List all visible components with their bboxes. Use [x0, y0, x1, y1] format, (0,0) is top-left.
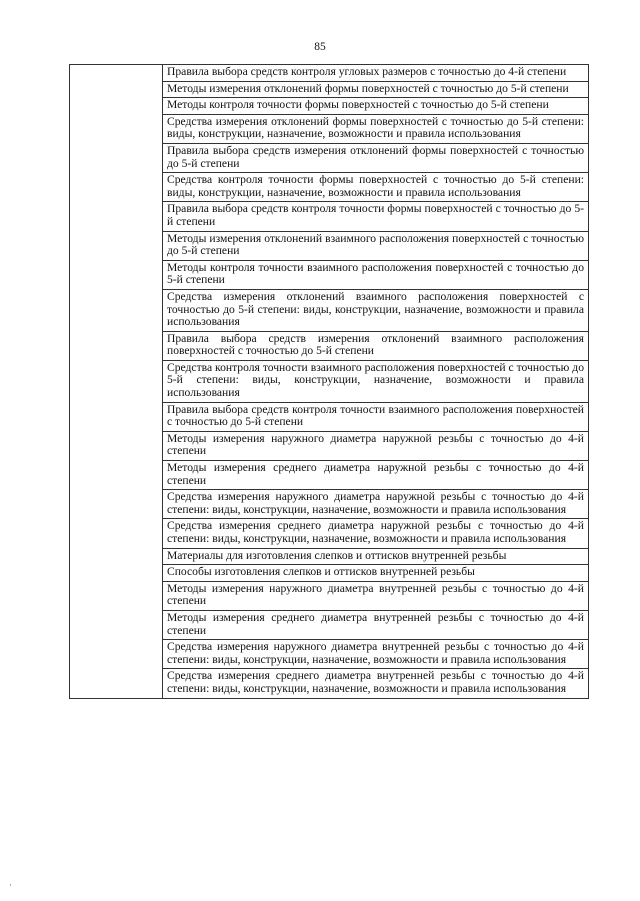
- row-text: Правила выбора средств контроля точности взаимного расположения поверхностей с точностью до 5-й степени: [167, 402, 584, 429]
- row-text-cell: [163, 519, 589, 548]
- row-text: Правила выбора средств измерения отклонений формы поверхностей с точностью до 5-й степени: [167, 143, 584, 170]
- row-text: Средства измерения отклонений взаимного расположения поверхностей с точностью до 5-й степени: виды, конструкции, назначение, возможности и правила использования: [167, 289, 584, 329]
- row-text: Методы измерения отклонений формы поверхностей с точностью до 5-й степени: [167, 81, 569, 95]
- row-text: Средства измерения наружного диаметра наружной резьбы с точностью до 4-й степени: виды, конструкции, назначение, возможности и правила использования: [167, 490, 584, 516]
- row-text: Правила выбора средств контроля угловых размеров с точностью до 4-й степени: [167, 65, 567, 78]
- row-text-cell: [163, 143, 589, 172]
- row-text-cell: [163, 360, 589, 402]
- table-body: [70, 65, 589, 699]
- row-text-cell: [163, 260, 589, 289]
- row-text-cell: [163, 669, 589, 698]
- row-text: Методы измерения наружного диаметра наружной резьбы с точностью до 4-й степени: [167, 431, 584, 458]
- row-text-cell: [163, 490, 589, 519]
- scan-mark: ·: [9, 880, 12, 890]
- row-text-cell: [163, 331, 589, 360]
- row-text: Правила выбора средств измерения отклонений взаимного расположения поверхностей с точностью до 5-й степени: [167, 331, 584, 358]
- row-text-cell: [163, 565, 589, 582]
- row-text: Методы измерения наружного диаметра внутренней резьбы с точностью до 4-й степени: [167, 581, 584, 608]
- row-text-cell: [163, 461, 589, 490]
- row-text-cell: [163, 640, 589, 669]
- row-text: Методы контроля точности взаимного расположения поверхностей с точностью до 5-й степени: [167, 260, 584, 287]
- row-text-cell: [163, 81, 589, 98]
- row-text: Правила выбора средств контроля точности формы поверхностей с точностью до 5-й степени: [167, 202, 584, 228]
- row-text-cell: [163, 65, 589, 82]
- row-text: Методы измерения среднего диаметра внутренней резьбы с точностью до 4-й степени: [167, 610, 584, 637]
- empty-left-cell: [70, 65, 163, 699]
- row-text-cell: [163, 231, 589, 260]
- row-text: Средства контроля точности взаимного расположения поверхностей с точностью до 5-й степени: виды, конструкции, назначение, возможности и правила использования: [167, 360, 584, 400]
- row-text: Материалы для изготовления слепков и оттисков внутренней резьбы: [167, 548, 507, 562]
- row-text: Средства контроля точности формы поверхностей с точностью до 5-й степени: виды, конструкции, назначение, возможности и правила использования: [167, 173, 584, 199]
- row-text-cell: [163, 173, 589, 202]
- row-text-cell: [163, 610, 589, 639]
- requirements-table: [69, 64, 589, 699]
- row-text: Методы измерения среднего диаметра наружной резьбы с точностью до 4-й степени: [167, 461, 584, 487]
- row-text-cell: [163, 548, 589, 565]
- row-text-cell: [163, 98, 589, 115]
- row-text-cell: [163, 431, 589, 460]
- row-text: Методы контроля точности формы поверхностей с точностью до 5-й степени: [167, 98, 549, 112]
- row-text-cell: [163, 581, 589, 610]
- row-text: Средства измерения среднего диаметра наружной резьбы с точностью до 4-й степени: виды, конструкции, назначение, возможности и правила использования: [167, 519, 584, 545]
- row-text-cell: [163, 402, 589, 431]
- page-number: 85: [314, 41, 326, 53]
- row-text-cell: [163, 114, 589, 143]
- row-text: Методы измерения отклонений взаимного расположения поверхностей с точностью до 5-й степени: [167, 231, 584, 258]
- row-text: Средства измерения отклонений формы поверхностей с точностью до 5-й степени: виды, конструкции, назначение, возможности и правила использования: [167, 114, 584, 141]
- row-text: Способы изготовления слепков и оттисков внутренней резьбы: [167, 565, 475, 579]
- row-text: Средства измерения наружного диаметра внутренней резьбы с точностью до 4-й степени: виды, конструкции, назначение, возможности и правила использования: [167, 640, 584, 666]
- table-row: [70, 65, 589, 82]
- row-text: Средства измерения среднего диаметра внутренней резьбы с точностью до 4-й степени: виды, конструкции, назначение, возможности и правила использования: [167, 669, 584, 695]
- row-text-cell: [163, 202, 589, 231]
- row-text-cell: [163, 289, 589, 331]
